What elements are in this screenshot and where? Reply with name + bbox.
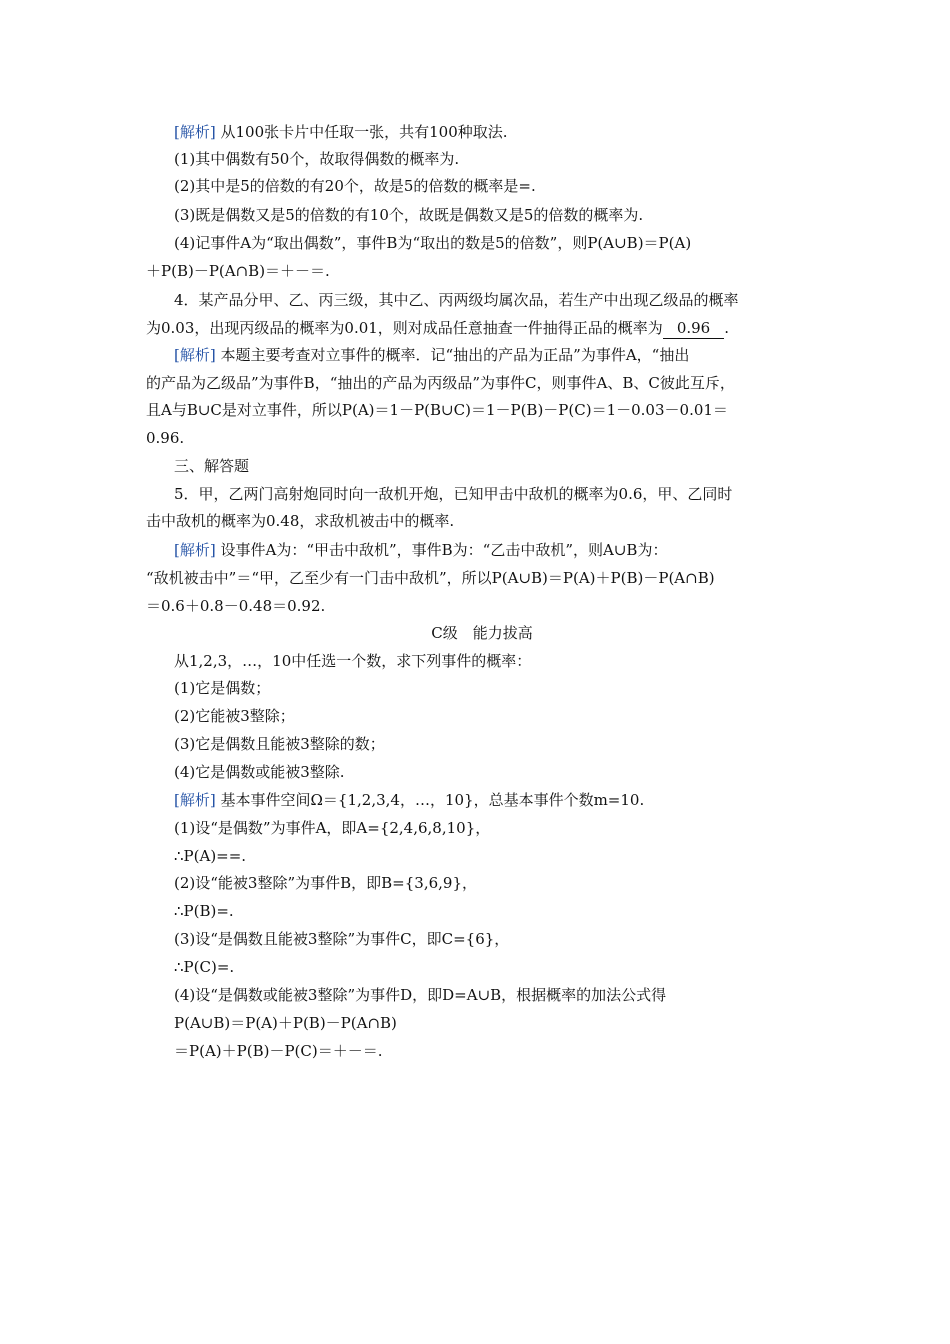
text-line: ＝P(A)＋P(B)－P(C)＝＋－＝. bbox=[174, 1042, 383, 1060]
text-line: (1)它是偶数； bbox=[174, 679, 271, 697]
solution-line: [解析] 基本事件空间Ω＝{1,2,3,4，…，10}，总基本事件个数m=10. bbox=[174, 791, 645, 809]
section-heading: 三、解答题 bbox=[174, 457, 250, 475]
text-line: ∴P(C)=. bbox=[174, 958, 235, 976]
text-line: ＋P(B)－P(A∩B)＝＋－＝. bbox=[146, 262, 330, 280]
text-line: (1)其中偶数有50个，故取得偶数的概率为. bbox=[174, 150, 460, 168]
text-line: (3)设“是偶数且能被3整除”为事件C，即C={6}， bbox=[174, 930, 510, 948]
text-line: 且A与B∪C是对立事件，所以P(A)＝1－P(B∪C)＝1－P(B)－P(C)＝1－0.03－0.01＝ bbox=[146, 401, 728, 419]
text-line: (3)它是偶数且能被3整除的数； bbox=[174, 735, 385, 753]
text-line: (4)记事件A为“取出偶数”，事件B为“取出的数是5的倍数”，则P(A∪B)＝P(A) bbox=[174, 234, 692, 252]
question-5: 5．甲，乙两门高射炮同时向一敌机开炮，已知甲击中敌机的概率为0.6，甲、乙同时 bbox=[174, 485, 733, 503]
level-heading: C级 能力拔高 bbox=[431, 624, 533, 642]
text-line: ＝0.6＋0.8－0.48＝0.92. bbox=[146, 597, 326, 615]
text-line: P(A∪B)＝P(A)＋P(B)－P(A∩B) bbox=[174, 1014, 397, 1032]
solution-line: [解析] 从100张卡片中任取一张，共有100种取法. bbox=[174, 123, 508, 141]
question-4: 4．某产品分甲、乙、丙三级，其中乙、丙两级均属次品，若生产中出现乙级品的概率 bbox=[174, 291, 739, 309]
text-line: ∴P(B)=. bbox=[174, 902, 234, 920]
question-c: 从1,2,3，…，10中任选一个数，求下列事件的概率： bbox=[174, 652, 532, 670]
text-line: (4)它是偶数或能被3整除. bbox=[174, 763, 345, 781]
solution-line: [解析] 设事件A为：“甲击中敌机”，事件B为：“乙击中敌机”，则A∪B为： bbox=[174, 541, 668, 559]
solution-tag: [解析] bbox=[174, 791, 216, 809]
text-line: “敌机被击中”＝“甲，乙至少有一门击中敌机”，所以P(A∪B)＝P(A)＋P(B)－P(A∩B) bbox=[146, 569, 715, 587]
text-line: (2)其中是5的倍数的有20个，故是5的倍数的概率是=. bbox=[174, 177, 536, 195]
answer-blank: 0.96 bbox=[663, 318, 724, 339]
solution-tag: [解析] bbox=[174, 541, 216, 559]
solution-tag: [解析] bbox=[174, 346, 216, 364]
text-line: (2)设“能被3整除”为事件B，即B={3,6,9}， bbox=[174, 874, 477, 892]
text-line: 的产品为乙级品”为事件B，“抽出的产品为丙级品”为事件C，则事件A、B、C彼此互斥， bbox=[146, 374, 735, 392]
text-line: (1)设“是偶数”为事件A，即A={2,4,6,8,10}， bbox=[174, 819, 491, 837]
solution-tag: [解析] bbox=[174, 123, 216, 141]
text-line: ∴P(A)==. bbox=[174, 847, 247, 865]
solution-line: [解析] 本题主要考查对立事件的概率．记“抽出的产品为正品”为事件A，“抽出 bbox=[174, 346, 690, 364]
text-line: (4)设“是偶数或能被3整除”为事件D，即D=A∪B，根据概率的加法公式得 bbox=[174, 986, 667, 1004]
text-line: (3)既是偶数又是5的倍数的有10个，故既是偶数又是5的倍数的概率为. bbox=[174, 206, 644, 224]
text-line: 0.96. bbox=[146, 429, 185, 447]
text-line: (2)它能被3整除； bbox=[174, 707, 295, 725]
question-4-line-2: 为0.03，出现丙级品的概率为0.01，则对成品任意抽查一件抽得正品的概率为 0.96 . bbox=[146, 319, 729, 337]
text-line: 击中敌机的概率为0.48，求敌机被击中的概率. bbox=[146, 512, 455, 530]
